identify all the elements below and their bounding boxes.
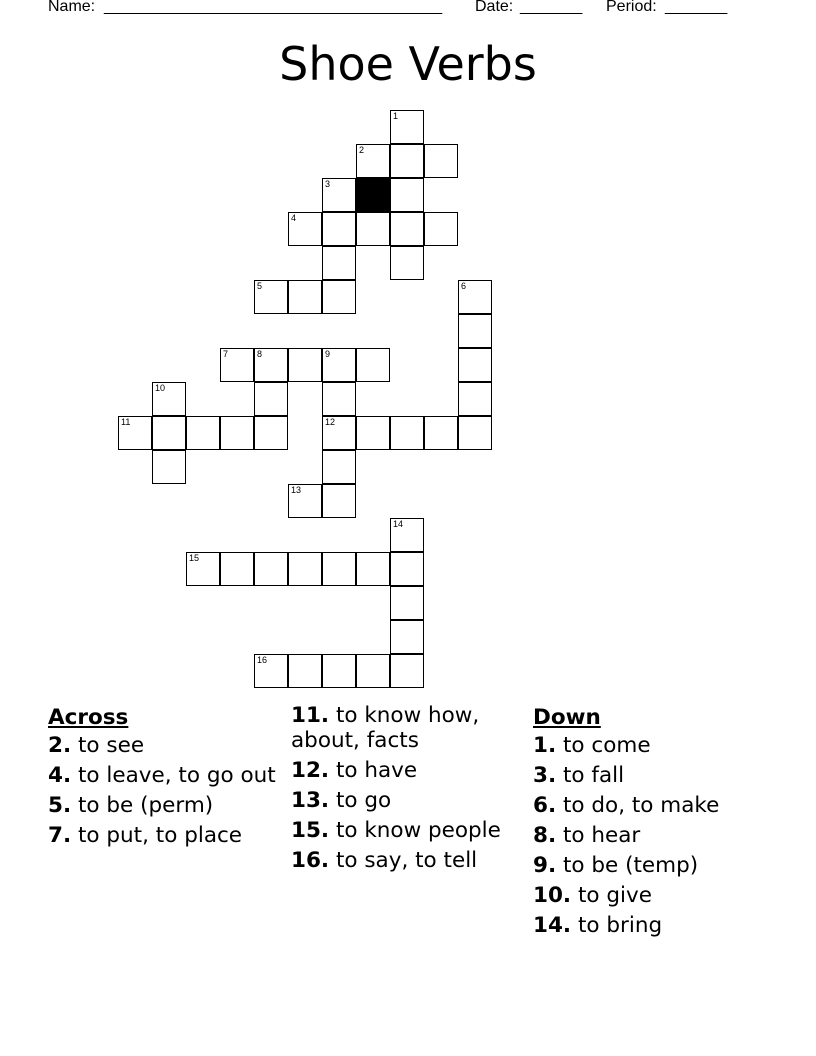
grid-cell[interactable] [390,212,424,246]
period-label: Period: [606,0,657,15]
grid-cell[interactable] [390,518,424,552]
clue-item-text: to give [577,883,652,908]
clue-item [533,763,793,788]
clue-item-number: 12. [291,758,330,783]
grid-cell[interactable] [424,212,458,246]
grid-cell[interactable] [254,280,288,314]
grid-cell[interactable] [390,620,424,654]
grid-cell[interactable] [288,348,322,382]
grid-cell[interactable] [322,382,356,416]
clue-item-number: 9. [533,853,557,878]
clue-item-text: to do, to make [562,793,720,818]
grid-cell[interactable] [288,280,322,314]
clue-item-number: 11. [291,703,330,728]
clue-item [291,848,516,873]
grid-cell[interactable] [322,552,356,586]
clue-item [533,883,793,908]
clue-number: 15 [189,553,200,563]
clue-item-number: 15. [291,818,330,843]
clue-number: 3 [325,179,331,189]
clue-item [533,853,793,878]
grid-cell[interactable] [186,416,220,450]
grid-cell[interactable] [458,348,492,382]
page-title: Shoe Verbs [279,37,537,91]
grid-cell[interactable] [152,450,186,484]
grid-cell[interactable] [356,654,390,688]
grid-cell[interactable] [458,416,492,450]
black-cell [356,178,390,212]
grid-cell[interactable] [322,654,356,688]
clue-item [48,733,278,758]
grid-cell[interactable] [118,416,152,450]
clue-number: 8 [257,349,263,359]
clue-item-number: 8. [533,823,557,848]
clue-item-number: 10. [533,883,572,908]
clue-number: 10 [155,383,166,393]
grid-cell[interactable] [424,144,458,178]
clue-number: 11 [121,417,131,427]
clue-number: 4 [291,213,297,223]
grid-cell[interactable] [322,450,356,484]
clue-item-number: 2. [48,733,72,758]
clue-item [291,788,516,813]
down-heading: Down [533,705,601,730]
clue-item-text: to see [77,733,145,758]
across-clues-column-2 [291,703,516,878]
clue-item [291,758,516,783]
clue-item-text: to be (temp) [562,853,699,878]
grid-cell[interactable] [152,416,186,450]
clue-item-number: 13. [291,788,330,813]
grid-cell[interactable] [390,586,424,620]
grid-cell[interactable] [288,654,322,688]
clue-item-number: 5. [48,793,72,818]
grid-cell[interactable] [186,552,220,586]
grid-cell[interactable] [458,280,492,314]
clue-item-number: 3. [533,763,557,788]
clue-item [291,818,516,843]
grid-cell[interactable] [390,246,424,280]
grid-cell[interactable] [390,110,424,144]
grid-cell[interactable] [390,552,424,586]
clue-item-number: 4. [48,763,72,788]
grid-cell[interactable] [254,382,288,416]
clue-item [48,823,278,848]
across-heading: Across [48,705,129,730]
grid-cell[interactable] [322,178,356,212]
grid-cell[interactable] [390,654,424,688]
clue-item-text: to bring [577,913,663,938]
clue-item-text: to fall [562,763,625,788]
clue-item-text: to put, to place [77,823,243,848]
grid-cell[interactable] [356,348,390,382]
clue-item-text: to be (perm) [77,793,214,818]
clue-item-text: to know people [335,818,501,843]
grid-cell[interactable] [390,178,424,212]
clue-number: 12 [325,417,336,427]
grid-cell[interactable] [458,314,492,348]
clue-number: 7 [223,349,229,359]
clue-item-text: to know how, about, facts [291,703,480,753]
clue-item-number: 6. [533,793,557,818]
name-blank[interactable]: ______________________________________ [104,0,443,15]
grid-cell[interactable] [322,484,356,518]
grid-cell[interactable] [390,416,424,450]
period-blank[interactable]: _______ [665,0,728,15]
clue-item-number: 14. [533,913,572,938]
grid-cell[interactable] [288,552,322,586]
across-clues-column-1 [48,703,278,853]
grid-cell[interactable] [288,484,322,518]
clue-number: 13 [291,485,302,495]
grid-cell[interactable] [322,416,356,450]
grid-cell[interactable] [254,552,288,586]
grid-cell[interactable] [424,416,458,450]
grid-cell[interactable] [322,212,356,246]
grid-cell[interactable] [458,382,492,416]
grid-cell[interactable] [390,144,424,178]
clue-item-text: to go [335,788,392,813]
date-label: Date: [475,0,514,15]
grid-cell[interactable] [220,552,254,586]
down-clues-column [533,703,793,943]
clue-number: 5 [257,281,263,291]
clue-number: 16 [257,655,268,665]
clue-item-text: to leave, to go out [77,763,276,788]
clue-item-text: to come [562,733,651,758]
grid-cell[interactable] [288,212,322,246]
clue-item [533,793,793,818]
grid-cell[interactable] [356,552,390,586]
clue-item-text: to hear [562,823,641,848]
clue-item [533,733,793,758]
clue-number: 9 [325,349,331,359]
grid-cell[interactable] [322,246,356,280]
grid-cell[interactable] [322,280,356,314]
clue-item-number: 1. [533,733,557,758]
grid-cell[interactable] [356,144,390,178]
clue-item-text: to have [335,758,418,783]
clue-item [533,913,793,938]
clue-number: 1 [393,111,399,121]
grid-cell[interactable] [220,416,254,450]
grid-cell[interactable] [322,348,356,382]
name-label: Name: [48,0,96,15]
clue-number: 2 [359,145,365,155]
clue-item-number: 7. [48,823,72,848]
grid-cell[interactable] [356,212,390,246]
clue-number: 6 [461,281,467,291]
clue-item [48,763,278,788]
clue-number: 14 [393,519,404,529]
grid-cell[interactable] [220,348,254,382]
clue-item [48,793,278,818]
clue-item [533,823,793,848]
grid-cell[interactable] [254,654,288,688]
grid-cell[interactable] [254,348,288,382]
clue-item-text: to say, to tell [335,848,478,873]
clue-item-number: 16. [291,848,330,873]
date-blank[interactable]: _______ [520,0,583,15]
grid-cell[interactable] [356,416,390,450]
grid-cell[interactable] [152,382,186,416]
clue-item [291,703,516,753]
grid-cell[interactable] [254,416,288,450]
